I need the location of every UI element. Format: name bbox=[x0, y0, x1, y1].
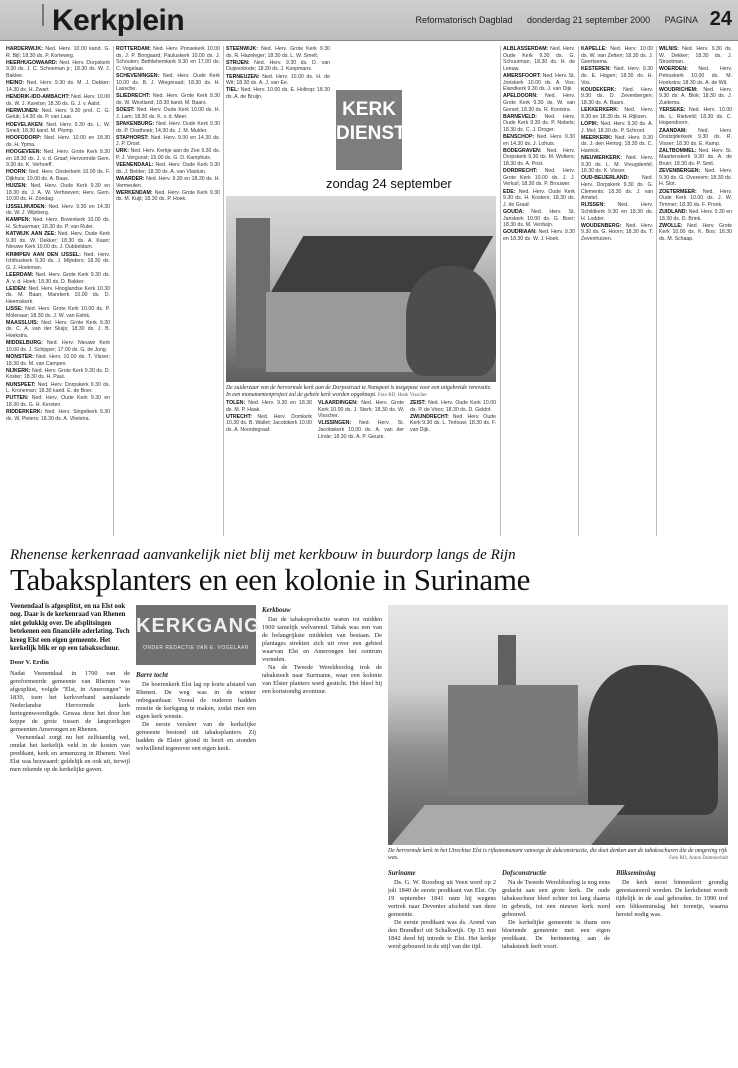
listing-place: OUD-BEIJERLAND: bbox=[581, 175, 630, 182]
listing-entry bbox=[116, 162, 220, 175]
listing-place: MAASSLUIS: bbox=[6, 319, 39, 326]
listing-entry bbox=[6, 94, 110, 107]
listing-place: ZALTBOMMEL: bbox=[659, 147, 697, 154]
listing-entry bbox=[581, 155, 653, 175]
listing-services: Ned. Herv. Oude Kerk 9.30 ds. J. Belder; 18.30 ds. A. van Vlastuin. bbox=[116, 162, 220, 175]
listing-entry bbox=[581, 175, 653, 201]
listing-entry bbox=[116, 176, 220, 189]
article-kicker: Rhenense kerkenraad aanvankelijk niet blij met kerkbouw in buurdorp langs de Rijn bbox=[10, 547, 516, 563]
listing-services: Ned. Herv. 9.30 ds. L. W. Smelt; 18.30 kand. M. Plomp. bbox=[6, 121, 110, 135]
listing-entry bbox=[116, 190, 220, 203]
listing-place: WOUDRICHEM: bbox=[659, 86, 698, 93]
kerkdiensten-date: zondag 24 september bbox=[326, 176, 452, 191]
listing-place: TOLEN: bbox=[226, 400, 246, 406]
listing-column-3-lower bbox=[226, 400, 496, 536]
listing-place: KRIMPEN AAN DEN IJSSEL: bbox=[6, 251, 81, 258]
listing-services: Ned. Herv. Dorpskerk 9.30 ds. M. Wolters; 18.30 ds. A. Post. bbox=[503, 147, 575, 168]
listing-services: Ned. Herv. Hooglandse Kerk 10.30 ds. M. Baan; Marekerk 10.00 ds. D. Heemskerk. bbox=[6, 285, 110, 305]
listing-place: UTRECHT: bbox=[226, 413, 252, 420]
listing-place: YERSEKE: bbox=[659, 107, 686, 114]
listing-place: HOOFDDORP: bbox=[6, 135, 42, 142]
listing-services: Ned. Herv. Oude Kerk 9.30 ds. G. Schuurman; 18.30 ds. H. de Leeuw. bbox=[503, 46, 575, 72]
listing-entry bbox=[659, 46, 732, 66]
listing-place: STRIJEN: bbox=[226, 59, 250, 66]
listing-place: URK: bbox=[116, 148, 129, 155]
listing-place: HEINO: bbox=[6, 80, 25, 87]
listing-column-6 bbox=[659, 46, 732, 536]
listing-place: RIDDERKERK: bbox=[6, 409, 43, 416]
listing-place: WAARDER: bbox=[116, 176, 145, 183]
listing-entry bbox=[226, 414, 312, 434]
header-meta bbox=[403, 15, 698, 25]
listing-place: APELDOORN: bbox=[503, 93, 538, 100]
listing-entry bbox=[659, 189, 732, 209]
listing-place: SLIEDRECHT: bbox=[116, 93, 151, 100]
listing-place: NUNSPEET: bbox=[6, 381, 36, 388]
listing-entry bbox=[659, 209, 732, 222]
listing-entry bbox=[6, 108, 110, 121]
listing-place: ZWIJNDRECHT: bbox=[410, 413, 449, 420]
listing-entry bbox=[659, 66, 732, 86]
listing-services: Ned. Herv. 10.00 ds. W. van Zetten; 18.30 ds. J. Geertsema. bbox=[581, 46, 653, 66]
listing-services: Ned. Herv. St. Joriskerk 10.00 ds. A. Vos; Elandkerk 9.30 ds. J. van Dijk. bbox=[503, 72, 575, 93]
kerkgang-title: KERKGANG bbox=[136, 615, 261, 637]
article-subheading: Barre tocht bbox=[136, 672, 168, 679]
article-subheading: Suriname bbox=[388, 870, 416, 877]
article-column-4 bbox=[388, 868, 496, 1062]
listing-services: Ned. Herv. Oude Kerk 10.00 ds. P. de Vries; 18.30 ds. D. Geldof. bbox=[410, 400, 496, 413]
article-column-6 bbox=[616, 868, 728, 1062]
listing-place: MEERKERK: bbox=[581, 134, 613, 141]
kerkgang-logo bbox=[136, 605, 261, 665]
listing-entry bbox=[116, 148, 220, 161]
listing-entry bbox=[116, 121, 220, 134]
listing-services: Ned. Herv. Dorpskerk 9.30 ds. L. Kroneman; 18.30 kand. E. de Boer. bbox=[6, 381, 110, 395]
listing-column-2 bbox=[116, 46, 220, 536]
listing-place: STEENWIJK: bbox=[226, 46, 258, 52]
article-lead: Veenendaal is afgesplitst, en na Elst ook nog. Daar is de kerkenraad van Rhenen niet gelukkig over. De afsplitsingen betekenen een financiële aderlating. Toch kreeg Elst een eigen gemeente. Het kerkelijk blik er op een tabaksschuur. bbox=[10, 603, 130, 653]
listing-services: Ned. Herv. Grote Kerk 10.00 ds. J. J. Verkuil; 18.30 ds. P. Brouwer. bbox=[503, 168, 575, 188]
listing-place: ZOETERMEER: bbox=[659, 188, 697, 195]
listing-place: SPAKENBURG: bbox=[116, 120, 155, 127]
listing-place: SCHEVENINGEN: bbox=[116, 72, 160, 79]
listing-entry bbox=[659, 87, 732, 107]
listing-services: Ned. Herv. 9.30 ds. J. den Hertog; 18.30 ds. C. Harinck. bbox=[581, 134, 653, 154]
listing-place: BODEGRAVEN: bbox=[503, 147, 542, 154]
tree bbox=[406, 266, 496, 376]
listing-services: Ned. Herv. 9.30 ds. L. M. Vreugdenhil; 18.30 ds. K. Visser. bbox=[581, 155, 653, 175]
photo-caption-nunspeet: De zuiderzaar van de hervormde kerk aan de Dorpsstraat te Nunspeet is toegepast voor een uitgebreide renovatie. In een monumentenproject zal de gehele kerk worden opgeknapt. Foto RD, Henk Visscher bbox=[226, 385, 492, 398]
listing-services: Ned. Herv. 9.30 en 18.30 ds. H. Rijksen. bbox=[581, 107, 653, 120]
kerkgang-subtitle: ONDER REDACTIE VAN E. VOGELAAR bbox=[142, 645, 250, 651]
article-paragraph: Nadat Veenendaal in 1700 van de gereformeerde gemeente van Rhenen was afgesplitst, volgde "Elst, in Amerongen" in 1839, toen het kerkverband aanslaande Nederlandse Hervormde kerk hertegenwoordigde. Gewas deze het door het koppe de grote tussen de langverlegen gemeenten Amerongen en Rhenen. bbox=[10, 670, 130, 733]
listing-entry bbox=[503, 114, 575, 134]
listing-place: LEIDEN: bbox=[6, 285, 27, 292]
listing-place: EDE: bbox=[503, 188, 516, 195]
listing-place: NIEUWERKERK: bbox=[581, 155, 622, 162]
listing-services: Ned. Herv. 10.00 ds. W. J. Karelse; 18.30 ds. G. J. v. Aalst. bbox=[6, 93, 110, 107]
church-photo-nunspeet bbox=[226, 196, 496, 382]
listing-column-5 bbox=[581, 46, 653, 536]
listing-place: ROTTERDAM: bbox=[116, 46, 151, 52]
listing-entry bbox=[6, 122, 110, 135]
listing-services: Ned. Herv. Oude Kerk 9.30 ds. P. Oosthoek; 14.30 ds. J. M. Mulder. bbox=[116, 120, 220, 134]
listing-entry bbox=[503, 168, 575, 188]
article-paragraph: De kerkelijke gemeente is thans een bloeiende gemeente met een eigen predikant. De herinnering aan de tabaksteelt leeft voort. bbox=[502, 919, 610, 950]
section-title: Kerkplein bbox=[52, 4, 185, 37]
listing-services: Ned. Herv. 9.30 ds. E. Hagen; 18.30 ds. H. Vos. bbox=[581, 66, 653, 86]
listing-services: Ned. Herv. Grote Kerk 10.00 ds. J. Sterk; 18.30 ds. W. Visscher. bbox=[318, 400, 404, 420]
photo-caption-elst: De hervormde kerk in het Utrechtse Elst is rijksmonument vanwege de dakconstructie, die doet denken aan de tabaksschuren die de omgeving rijk was. Foto RD, Anton Dommerholt bbox=[388, 848, 728, 861]
listing-services: Ned. Herv. 9.30 ds. G. Overeem; 18.30 ds. H. Slot. bbox=[659, 168, 732, 188]
listing-entry bbox=[410, 400, 496, 413]
article-column-1 bbox=[10, 670, 130, 1062]
listing-entry bbox=[116, 107, 220, 120]
listing-services: Ned. Herv. Oude Kerk 10.00 ds. H. J. Lam; 18.30 ds. K. v. d. Meer. bbox=[116, 107, 220, 120]
listing-services: Ned. Herv. Grote Kerk 9.30 ds. C. A. van der Sluijs; 18.30 ds. J. B. Hoekstra. bbox=[6, 319, 110, 340]
listing-place: RIJSSEN: bbox=[581, 202, 605, 209]
listing-services: Ned. Herv. 10.00 ds. T. Visser; 18.30 ds. M. van Campen. bbox=[6, 354, 110, 367]
listing-place: KAMPEN: bbox=[6, 217, 31, 224]
listing-services: Ned. Herv. 10.00 kand. G. R. Bijl; 18.30 ds. P. Korteweg. bbox=[6, 46, 110, 59]
listing-services: Ned. Herv. St. Maartenskerk 9.30 ds. A. de Bruin; 18.30 ds. P. Smit. bbox=[659, 147, 732, 168]
listing-entry bbox=[6, 320, 110, 340]
issue-date: donderdag 21 september 2000 bbox=[527, 15, 651, 25]
listing-entry bbox=[6, 183, 110, 203]
listing-services: Ned. Herv. 10.00 ds. H. de Wit; 18.30 ds. A. J. van Ee. bbox=[226, 73, 330, 87]
listing-services: Ned. Herv. Oostzijderkerk 9.30 ds. R. Visser; 18.30 ds. E. Kamp. bbox=[659, 127, 732, 147]
listing-place: KESTEREN: bbox=[581, 66, 611, 73]
listing-place: GOUDA: bbox=[503, 209, 525, 215]
listing-place: TIEL: bbox=[226, 87, 239, 94]
listing-place: MONSTER: bbox=[6, 354, 34, 360]
listing-services: Ned. Herv. 9.30 ds. A. J. Mol; 18.30 ds. P. Schroot. bbox=[581, 120, 653, 134]
listing-services: Ned. Herv. 9.30 en 14.30 ds. J. P. Drost. bbox=[116, 134, 220, 148]
listing-services: Ned. Herv. Grote Kerk 9.30 ds. A. v. d. Hoek; 18.30 ds. D. Bakker. bbox=[6, 271, 110, 285]
listing-entry bbox=[6, 382, 110, 395]
listing-services: Ned. Herv. Oude Kerk 9.30 ds. L. Terlouw; 18.30 ds. F. van Dijk. bbox=[410, 413, 496, 433]
page-header bbox=[0, 0, 738, 41]
listing-entry bbox=[6, 60, 110, 80]
listing-place: ZEIST: bbox=[410, 400, 426, 406]
listing-place: BENSCHOP: bbox=[503, 134, 535, 141]
listing-place: ZAANDAM: bbox=[659, 127, 687, 134]
listing-entry bbox=[659, 148, 732, 168]
listing-entry bbox=[116, 93, 220, 106]
listing-entry bbox=[659, 128, 732, 148]
listing-place: ZUIDLAND: bbox=[659, 209, 688, 215]
listing-place: BARNEVELD: bbox=[503, 113, 538, 120]
listing-place: LEERDAM: bbox=[6, 271, 34, 278]
church-photo-elst bbox=[388, 605, 728, 845]
listing-services: Ned. Herv. St. Jacobskerk 10.00 ds. A. van der Linde; 18.30 ds. A. P. Geuze. bbox=[318, 420, 404, 440]
listing-entry bbox=[6, 252, 110, 272]
listing-services: Ned. Herv. Grote Kerk 9.30 ds. D. Koster; 18.30 ds. H. Paul. bbox=[6, 367, 110, 381]
listing-entry bbox=[6, 80, 110, 93]
article-paragraph: De boerenkerk Elst lag op korte afstand van Rhenen. De weg was in de winter onbegaanbaar. Vooral de ouderen hadden moeite de kerkgang te maken, zodat men een eigen kerk wenste. bbox=[136, 681, 256, 720]
listing-entry bbox=[226, 46, 330, 59]
listing-entry bbox=[6, 46, 110, 59]
listing-entry bbox=[503, 73, 575, 93]
listing-place: SOEST: bbox=[116, 107, 135, 114]
listing-services: Ned. Herv. Oude Kerk 10.00 ds. J. W. Timmer; 18.30 ds. F. Pronk. bbox=[659, 188, 732, 208]
listing-entry bbox=[6, 169, 110, 182]
listing-services: Ned. Herv. St. Janskerk 10.00 ds. G. Boer; 18.30 ds. M. Verduijn. bbox=[503, 209, 575, 229]
listing-place: HERWIJNEN: bbox=[6, 107, 39, 114]
listing-services: Ned. Herv. 9.30 en 18.30 ds. W. J. Hoek. bbox=[503, 229, 575, 242]
listing-entry bbox=[581, 46, 653, 66]
listing-services: Ned. Herv. 9.30 ds. G. Hoorn; 18.30 ds. T. Zevenhuizen. bbox=[581, 222, 653, 242]
listing-place: ALBLASSERDAM: bbox=[503, 46, 549, 52]
listing-services: Ned. Herv. 9.30 en 18.30 ds. H. Vermeulen. bbox=[116, 176, 220, 189]
listing-entry bbox=[659, 223, 732, 243]
article-paragraph: Ds. G. W. Roosbog uit Veen werd op 2 juli 1840 de eerste predikant van Elst. Op 19 september 1841 nam hij wegens vertrek naar Deventer afscheid van deze gemeente. bbox=[388, 879, 496, 918]
listing-place: ZEVENBERGEN: bbox=[659, 168, 701, 175]
page-label: PAGINA bbox=[664, 15, 698, 25]
listing-services: Ned. Herv. Oude Kerk 10.00 ds. B. J. Wiegeraad; 18.30 ds. H. Lassche. bbox=[116, 72, 220, 93]
article-subheading: Blikseminslag bbox=[616, 870, 656, 877]
article-column-2 bbox=[136, 670, 256, 1062]
listing-column-1 bbox=[6, 46, 110, 536]
listing-entry bbox=[6, 306, 110, 319]
listing-services: Ned. Herv. Grote Kerk 10.00 ds. P. Molenaar; 18.30 ds. J. W. van Estrik. bbox=[6, 306, 110, 319]
listing-services: Ned. Herv. Ichthuskerk 9.30 ds. J. Mijnders; 18.30 ds. G. J. Hoekman. bbox=[6, 251, 110, 271]
listing-place: HOOGEVEEN: bbox=[6, 149, 42, 156]
listing-column-3 bbox=[226, 46, 330, 192]
listing-place: HOEVELAKEN: bbox=[6, 121, 44, 128]
article-headline: Tabaksplanters en een kolonie in Suriname bbox=[10, 562, 531, 597]
listing-entry bbox=[318, 400, 404, 420]
listing-entry bbox=[6, 217, 110, 230]
listing-services: Ned. Herv. 9.30 en 14.30 ds. J. Lohuis. bbox=[503, 134, 575, 147]
article-column-5 bbox=[502, 868, 610, 1062]
listing-services: Ned. Herv. 10.00 en 18.30 ds. H. Ypma. bbox=[6, 135, 110, 148]
listing-services: Ned. Herv. 9.30 ds. D. van Duijvenbode; 18.30 ds. J. Koopmans. bbox=[226, 59, 330, 73]
listing-place: HEERHUGOWAARD: bbox=[6, 59, 58, 66]
listing-entry bbox=[6, 354, 110, 367]
section-logo-icon bbox=[24, 4, 44, 26]
listing-services: Ned. Herv. Dorpskerk 9.30 ds. J. C. Schoeman jr.; 18.30 ds. W. J. Bakker. bbox=[6, 59, 110, 79]
listing-services: Ned. Herv. Singelkerk 9.30 ds. W. Pieters; 18.30 ds. A. Vlietstra. bbox=[6, 409, 110, 422]
listing-place: PUTTEN: bbox=[6, 395, 29, 402]
article-paragraph: De eerste predikant was ds. Arend van den Brandhof uit Schalkwijk. Op 15 mei 1842 deed hij intrede te Elst. Het kerkje werd gebouwd in de stijl van die tijd. bbox=[388, 919, 496, 950]
listing-entry bbox=[410, 414, 496, 434]
listing-entry bbox=[659, 107, 732, 127]
kerkdiensten-box bbox=[336, 90, 433, 170]
listing-entry bbox=[503, 189, 575, 209]
listing-services: Ned. Herv. Bovenkerk 10.00 ds. H. Schuurman; 18.30 ds. P. van Ruler. bbox=[6, 217, 110, 230]
newspaper-name: Reformatorisch Dagblad bbox=[415, 15, 513, 25]
listing-entry bbox=[6, 286, 110, 306]
listing-entry bbox=[581, 121, 653, 134]
listing-services: Ned. Herv. 10.00 ds. E. Holtrop; 18.30 ds. A. de Bruijn. bbox=[226, 87, 330, 100]
listing-place: DORDRECHT: bbox=[503, 168, 538, 175]
listing-services: Ned. Herv. Dorpskerk 9.30 ds. G. Clements; 18.30 ds. J. van Amstel. bbox=[581, 175, 653, 202]
path bbox=[391, 805, 625, 845]
listing-entry bbox=[503, 46, 575, 72]
listing-entry bbox=[503, 229, 575, 242]
listing-entry bbox=[226, 74, 330, 87]
listing-entry bbox=[503, 93, 575, 113]
listing-services: Ned. Herv. Oude Kerk 9.30 en 18.30 ds. G. H. Kersten. bbox=[6, 395, 110, 408]
listing-place: LEKKERKERK: bbox=[581, 107, 619, 114]
listing-entry bbox=[581, 66, 653, 86]
page-number: 24 bbox=[709, 8, 732, 30]
listing-place: HARDERWIJK: bbox=[6, 46, 43, 52]
listing-place: VLAARDINGEN: bbox=[318, 400, 358, 406]
listing-place: VLISSINGEN: bbox=[318, 420, 352, 427]
listing-place: KAPELLE: bbox=[581, 46, 607, 52]
listing-place: WOERDEN: bbox=[659, 66, 688, 73]
listing-place: ZWOLLE: bbox=[659, 222, 683, 229]
listing-services: Ned. Herv. Petruskerk 10.00 ds. M. Hoekstra; 18.30 ds. A. de Wit. bbox=[659, 66, 732, 86]
listing-services: Ned. Herv. 9.30 prof. C. G. Geluk; 14.30 ds. P. van Laar. bbox=[6, 107, 110, 121]
listing-services: Ned. Herv. 9.30 ds. M. J. Dekker; 14.30 ds. H. Zwart. bbox=[6, 80, 110, 93]
listing-place: TERNEUZEN: bbox=[226, 73, 260, 80]
listing-place: GOUDRIAAN: bbox=[503, 229, 537, 236]
listing-services: Ned. Herv. 9.30 ds. A. Blok; 18.30 ds. J. Zuidema. bbox=[659, 86, 732, 106]
listing-place: HENDRIK-IDO-AMBACHT: bbox=[6, 93, 70, 100]
listing-place: HOORN: bbox=[6, 169, 28, 176]
listing-entry bbox=[116, 135, 220, 148]
listing-services: Ned. Herv. Grote Kerk 9.30 en 18.30 ds. J. v. d. Graaf; Hervormde Gem. 9.30 ds. K. Verhoeff. bbox=[6, 149, 110, 169]
article-paragraph: Veenendaal zorgt nu het zelfstandig wel, omdat het kerkelijk veld in de kosten van predikant, kerk en armenzorg in Rhenen. Veel Elst was bezwaard: geldelijk en ook uit, terwijl men rekende op de kerkelijke gaven. bbox=[10, 734, 130, 773]
listing-entry bbox=[503, 148, 575, 168]
article-paragraph: De kerk moet binnenkort grondig gerestaureerd worden. De kerkdienst wordt tijdelijk in de zaal gehouden. In 1990 trof een blikseminslag het torentje, waarna herstel nodig was. bbox=[616, 879, 728, 918]
listing-place: KOUDEKERK: bbox=[581, 86, 617, 93]
listing-services: Ned. Herv. Grote Kerk 9.30 ds. R. Hazeleger; 18.30 ds. L. W. Smelt. bbox=[226, 46, 330, 59]
listing-entry bbox=[6, 231, 110, 251]
listing-place: MIDDELBURG: bbox=[6, 340, 43, 347]
listing-services: Ned. Herv. 9.30 ds. D. Zevenbergen; 18.30 ds. A. Baars. bbox=[581, 86, 653, 106]
listing-entry bbox=[116, 46, 220, 72]
listing-place: VEENENDAAL: bbox=[116, 162, 154, 169]
article-paragraph: Na de Tweede Wereldoorlog trok de tabaksteelt naar Suriname, waar een kolonie van Elster planters werd gesticht. Het bleef bij een kortstondig avontuur. bbox=[262, 664, 382, 695]
article-subheading: Kerkbouw bbox=[262, 607, 291, 614]
listing-entry bbox=[503, 134, 575, 147]
listing-entry bbox=[6, 149, 110, 169]
listing-services: Ned. Herv. Oude Kerk 9.30 ds. H. Kosters; 18.30 ds. J. de Graaf. bbox=[503, 188, 575, 208]
listing-column-4 bbox=[503, 46, 575, 536]
listing-services: Ned. Herv. Nieuwe Kerk 10.00 ds. J. Schipper; 17.00 ds. G. de Jong. bbox=[6, 340, 110, 353]
listing-services: Ned. Herv. 9.30 ds. W. Dekker; 18.30 ds. J. Strootman. bbox=[659, 46, 732, 66]
listing-place: KATWIJK AAN ZEE: bbox=[6, 231, 56, 238]
listing-place: WERKENDAM: bbox=[116, 189, 153, 196]
listing-entry bbox=[503, 209, 575, 229]
listing-place: AMERSFOORT: bbox=[503, 72, 542, 79]
listing-entry bbox=[226, 400, 312, 413]
listing-entry bbox=[116, 73, 220, 93]
listing-place: LOPIK: bbox=[581, 120, 599, 127]
listing-services: Ned. Herv. Grote Kerk 9.30 ds. M. Kuijt; 18.30 ds. P. Hoek. bbox=[116, 189, 220, 203]
listing-place: HUIZEN: bbox=[6, 183, 28, 190]
article-paragraph: Dat de tabaksproductie waren tot midden 1900 tamelijk welvarend. Tabak was een van de belangrijkste middelen van bestaan. De plantages strekten zich uit over een gebied waarvan Elst en Amerongen het centrum vormden. bbox=[262, 616, 382, 663]
trees bbox=[588, 665, 718, 815]
listing-entry bbox=[581, 135, 653, 155]
listing-entry bbox=[6, 204, 110, 217]
listing-entry bbox=[226, 60, 330, 73]
listing-entry bbox=[581, 202, 653, 222]
church-tower bbox=[236, 218, 270, 368]
listing-place: STAPHORST: bbox=[116, 134, 149, 141]
listing-entry bbox=[6, 272, 110, 285]
listing-services: Ned. Herv. Grote Kerk 9.30 ds. W. van Gorsel; 18.30 ds. R. Kooistra. bbox=[503, 93, 575, 113]
listing-services: Ned. Herv. 9.30 en 18.30 ds. D. Brink. bbox=[659, 209, 732, 222]
listing-entry bbox=[318, 420, 404, 440]
listing-entry bbox=[6, 395, 110, 408]
listing-services: Ned. Herv. Oude Kerk 9.30 ds. W. Dekker; 18.30 ds. A. Kaan; Nieuwe Kerk 10.00 ds. J. Dubbeldam. bbox=[6, 231, 110, 251]
listing-entry bbox=[659, 168, 732, 188]
listing-entry bbox=[6, 368, 110, 381]
listing-entry bbox=[581, 107, 653, 120]
article-column-3 bbox=[262, 605, 382, 1062]
listing-entry bbox=[581, 87, 653, 107]
listing-services: Ned. Herv. Schildkerk 9.30 en 18.30 ds. H. Lodder. bbox=[581, 202, 653, 222]
article-paragraph: Na de Tweede Wereldoorlog is nog eens gedacht aan een grote kerk. De oude tabaksschuur bleef echter tot lang daarna in gebruik, tot een nieuwe kerk werd gebouwd. bbox=[502, 879, 610, 918]
listing-services: Ned. Herv. Kerkje aan de Zee 9.30 ds. P. J. Vergunst; 15.00 ds. G. D. Kamphuis. bbox=[116, 148, 220, 162]
listing-services: Ned. Herv. Oosterkerk 10.00 ds. F. Dijkhuis; 19.00 ds. A. Baas. bbox=[6, 169, 110, 183]
listing-services: Ned. Herv. Grote Kerk 10.00 ds. K. Bos; 18.30 ds. M. Schaap. bbox=[659, 222, 732, 242]
listing-services: Ned. Herv. Domkerk 10.30 ds. B. Wallet; Jacobikerk 10.00 ds. A. Noordegraaf. bbox=[226, 413, 312, 433]
listing-entry bbox=[581, 223, 653, 243]
article-paragraph: De eerste versleer van de kerkelijke gemeente bestond uit tabaksplanters. Zij hadden de Elster grond in bezit en stonden welwillend tegenover een eigen kerk. bbox=[136, 721, 256, 752]
kerkdiensten-title: KERK DIENSTEN bbox=[336, 99, 433, 144]
listing-services: Ned. Herv. Grote Kerk 9.30 ds. W. Westland; 18.30 kand. M. Baars. bbox=[116, 93, 220, 106]
article-subheading: Dofsconstructie bbox=[502, 870, 547, 877]
listing-services: Ned. Herv. 10.00 ds. L. Rietveld; 18.30 ds. C. Hogendoorn. bbox=[659, 107, 732, 127]
listing-place: LISSE: bbox=[6, 306, 23, 313]
church-building bbox=[448, 685, 578, 795]
listing-place: WOUDENBERG: bbox=[581, 222, 622, 229]
listing-entry bbox=[6, 340, 110, 353]
listing-place: IJSSELMUIDEN: bbox=[6, 203, 47, 210]
listing-place: WILNIS: bbox=[659, 46, 679, 52]
listing-entry bbox=[6, 409, 110, 422]
article-byline: Door V. Erdin bbox=[10, 659, 49, 666]
listing-services: Ned. Herv. 9.30 en 14.30 ds. W. J. Wijnberg. bbox=[6, 203, 110, 217]
listing-services: Ned. Herv. Oude Kerk 9.30 ds. P. Nobels; 18.30 ds. C. J. Droger. bbox=[503, 113, 575, 133]
listing-place: NIJKERK: bbox=[6, 367, 31, 374]
listing-entry bbox=[226, 87, 330, 100]
listing-services: Ned. Herv. Prinsekerk 10.00 ds. J. P. Boogaard; Pauluskerk 10.00 ds. J. Schouten; Bethlehemkerk 9.30 en 17.00 ds. C. Vogelaar. bbox=[116, 46, 220, 72]
listing-services: Ned. Herv. Oude Kerk 9.30 en 18.30 ds. J. A. W. Verhoeven; Herv. Gem. 10.00 ds. H. Zondag. bbox=[6, 183, 110, 203]
listing-entry bbox=[6, 135, 110, 148]
listing-services: Ned. Herv. 9.30 en 18.30 ds. M. P. Haak. bbox=[226, 400, 312, 413]
